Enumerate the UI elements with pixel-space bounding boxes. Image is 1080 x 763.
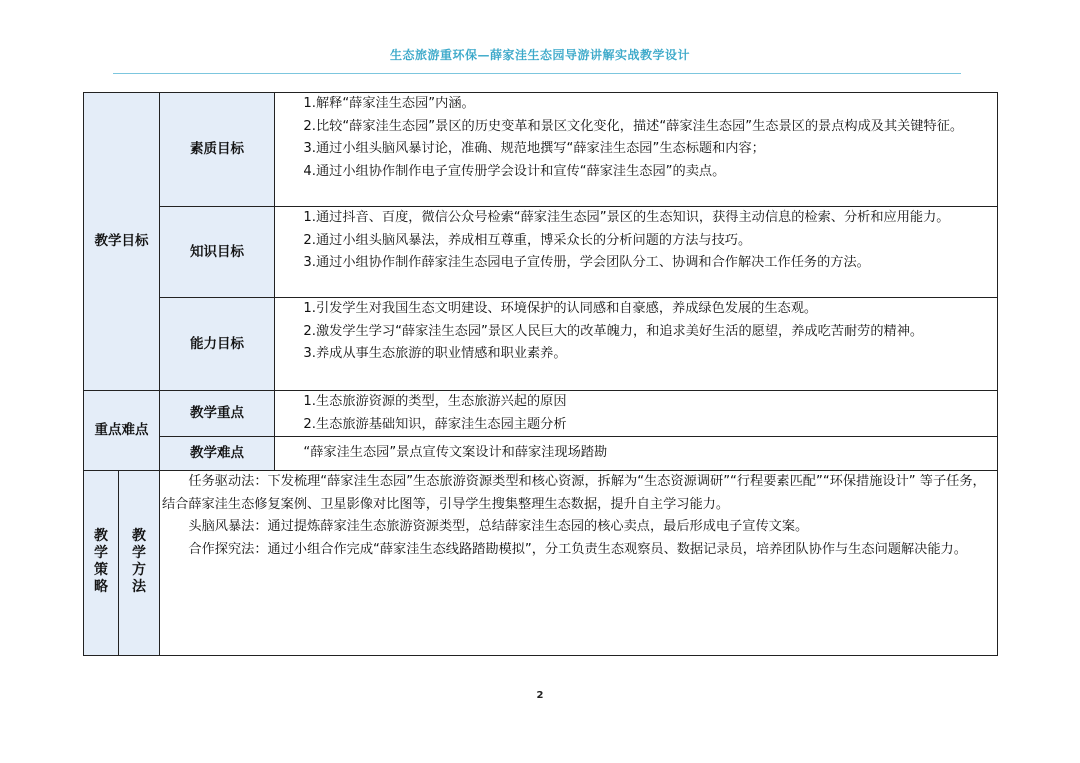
method-item-2: 头脑风暴法：通过提炼薛家洼生态旅游资源类型，总结薛家洼生态园的核心卖点，最后形成电子宣传文案。 bbox=[188, 519, 809, 534]
teaching-difficulty-label: 教学难点 bbox=[160, 437, 275, 471]
knowledge-objective-content bbox=[275, 207, 998, 298]
strategy-label bbox=[84, 471, 119, 656]
method-label-text: 教学方法 bbox=[132, 527, 146, 595]
method-item-3: 合作探究法：通过小组合作完成“薛家洼生态线路踏勘模拟”，分工负责生态观察员、数据记录员，培养团队协作与生态问题解决能力。 bbox=[188, 541, 967, 557]
objectives-label: 教学目标 bbox=[84, 93, 160, 391]
row-teaching-method bbox=[84, 471, 998, 656]
row-quality-objective bbox=[84, 93, 998, 207]
header-divider bbox=[113, 73, 961, 74]
quality-item-3: 3.通过小组头脑风暴讨论，准确、规范地撰写“薛家洼生态园”生态标题和内容； bbox=[303, 141, 765, 156]
key-points-label: 重点难点 bbox=[84, 391, 160, 471]
method-label bbox=[119, 471, 160, 656]
ability-item-1: 1.引发学生对我国生态文明建设、环境保护的认同感和自豪感，养成绿色发展的生态观。 bbox=[303, 301, 818, 316]
quality-item-1: 1.解释“薛家洼生态园”内涵。 bbox=[303, 96, 475, 111]
difficulty-text: “薛家洼生态园”景点宣传文案设计和薛家洼现场踏勘 bbox=[303, 445, 608, 461]
knowledge-item-1: 1.通过抖音、百度，微信公众号检索“薛家洼生态园”景区的生态知识，获得主动信息的检索、分析和应用能力。 bbox=[303, 210, 950, 225]
ability-item-3: 3.养成从事生态旅游的职业情感和职业素养。 bbox=[303, 346, 567, 361]
page-header-title: 生态旅游重环保—薛家洼生态园导游讲解实战教学设计 bbox=[389, 48, 690, 62]
quality-item-2: 2.比较“薛家洼生态园”景区的历史变革和景区文化变化，描述“薛家洼生态园”生态景区的景点构成及其关键特征。 bbox=[303, 118, 964, 134]
focus-item-2: 2.生态旅游基础知识，薛家洼生态园主题分析 bbox=[303, 416, 567, 432]
strategy-label-text: 教学策略 bbox=[94, 527, 108, 595]
teaching-focus-content bbox=[275, 391, 998, 437]
method-item-1: 任务驱动法：下发梳理“薛家洼生态园”生态旅游资源类型和核心资源，拆解为“生态资源调研”“行程要素匹配”“环保措施设计” 等子任务，结合薛家洼生态修复案例、卫星影像对比图等，引导学生搜集整理生态数据，提升自主学习能力。 bbox=[162, 474, 986, 512]
knowledge-item-3: 3.通过小组协作制作薛家洼生态园电子宣传册，学会团队分工、协调和合作解决工作任务的方法。 bbox=[303, 255, 870, 270]
knowledge-objective-label: 知识目标 bbox=[160, 207, 275, 298]
teaching-focus-label: 教学重点 bbox=[160, 391, 275, 437]
row-teaching-difficulty bbox=[84, 437, 998, 471]
ability-objective-content bbox=[275, 298, 998, 391]
quality-item-4: 4.通过小组协作制作电子宣传册学会设计和宣传“薛家洼生态园”的卖点。 bbox=[303, 163, 726, 179]
teaching-method-content bbox=[160, 471, 998, 656]
row-teaching-focus bbox=[84, 391, 998, 437]
quality-objective-label: 素质目标 bbox=[160, 93, 275, 207]
row-ability-objective bbox=[84, 298, 998, 391]
knowledge-item-2: 2.通过小组头脑风暴法，养成相互尊重，博采众长的分析问题的方法与技巧。 bbox=[303, 232, 752, 248]
focus-item-1: 1.生态旅游资源的类型，生态旅游兴起的原因 bbox=[303, 394, 567, 409]
ability-item-2: 2.激发学生学习“薛家洼生态园”景区人民巨大的改革魄力，和追求美好生活的愿望，养成吃苦耐劳的精神。 bbox=[303, 323, 924, 339]
ability-objective-label: 能力目标 bbox=[160, 298, 275, 391]
row-knowledge-objective bbox=[84, 207, 998, 298]
page-number: 2 bbox=[536, 690, 544, 701]
teaching-difficulty-content bbox=[275, 437, 998, 471]
quality-objective-content bbox=[275, 93, 998, 207]
teaching-plan-table bbox=[83, 92, 998, 656]
